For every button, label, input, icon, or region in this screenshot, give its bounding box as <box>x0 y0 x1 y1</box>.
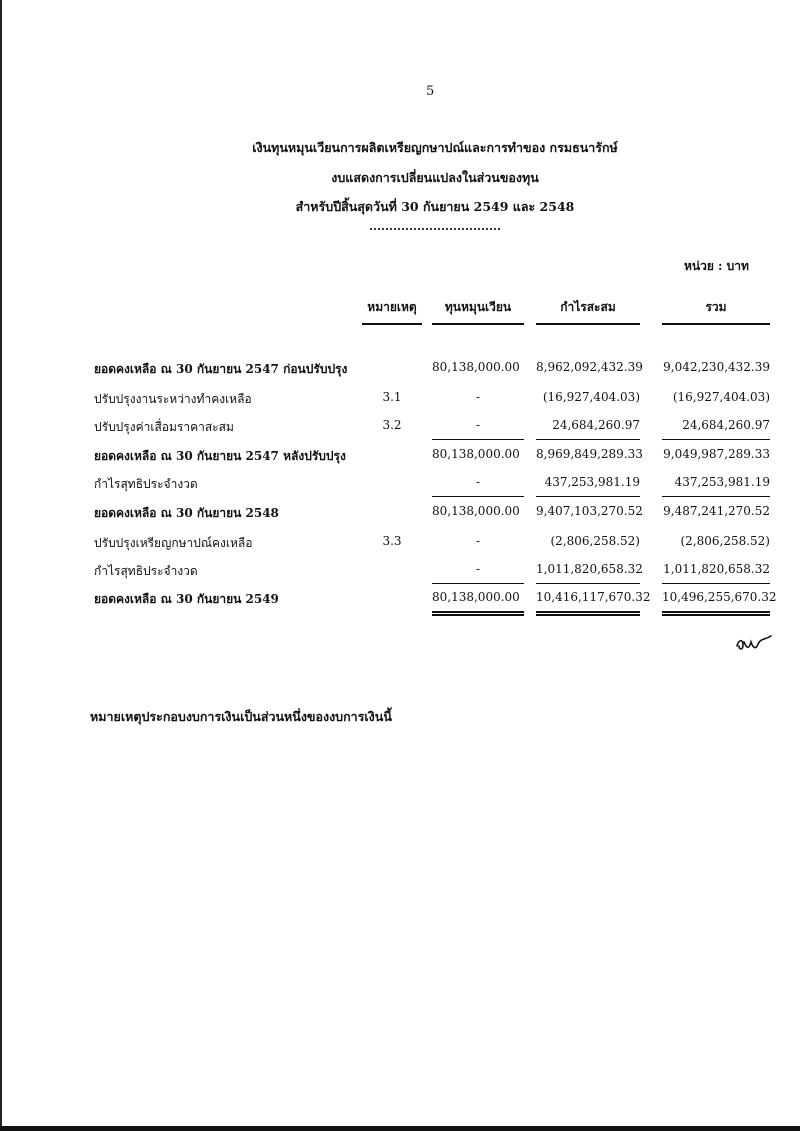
table-row <box>0 418 800 438</box>
row-note: 3.3 <box>382 534 402 548</box>
row-fund-value: - <box>475 562 481 576</box>
row-fund-value: - <box>475 534 481 548</box>
row-profit-value: 437,253,981.19 <box>544 475 640 489</box>
row-label: ยอดคงเหลือ ณ 30 กันยายน 2547 ก่อนปรับปรุง <box>94 362 348 376</box>
row-fund-value: - <box>475 390 481 404</box>
subtotal-line <box>662 439 770 440</box>
page-number: 5 <box>426 84 435 99</box>
column-header-note: หมายเหตุ <box>367 300 417 314</box>
row-profit-value: 9,407,103,270.52 <box>536 504 643 518</box>
row-total-value: 9,042,230,432.39 <box>663 360 770 374</box>
column-header-fund: ทุนหมุนเวียน <box>444 300 512 314</box>
total-double-underline <box>662 611 770 616</box>
row-total-value: 437,253,981.19 <box>674 475 770 489</box>
column-header-underline <box>432 323 524 325</box>
row-total-value: 10,496,255,670.32 <box>662 590 777 604</box>
row-fund-value: 80,138,000.00 <box>432 360 520 374</box>
subtotal-line <box>662 496 770 497</box>
row-label: ยอดคงเหลือ ณ 30 กันยายน 2548 <box>94 506 279 520</box>
row-profit-value: 8,969,849,289.33 <box>536 447 643 461</box>
subtotal-line <box>536 439 640 440</box>
table-row <box>0 390 800 410</box>
row-profit-value: 1,011,820,658.32 <box>536 562 643 576</box>
table-row <box>0 534 800 554</box>
total-double-underline <box>432 611 524 616</box>
row-label: กำไรสุทธิประจำงวด <box>94 477 198 491</box>
report-title-statement: งบแสดงการเปลี่ยนแปลงในส่วนของทุน <box>331 170 539 185</box>
table-row <box>0 562 800 582</box>
row-fund-value: 80,138,000.00 <box>432 590 520 604</box>
subtotal-line <box>536 496 640 497</box>
row-label: กำไรสุทธิประจำงวด <box>94 564 198 578</box>
subtotal-line <box>536 583 640 584</box>
row-profit-value: 24,684,260.97 <box>552 418 640 432</box>
subtotal-line <box>432 496 524 497</box>
report-title-period: สำหรับปีสิ้นสุดวันที่ 30 กันยายน 2549 และ 2548 <box>295 199 575 214</box>
row-total-value: (16,927,404.03) <box>672 390 770 404</box>
row-fund-value: - <box>475 475 481 489</box>
row-note: 3.1 <box>382 390 402 404</box>
row-note: 3.2 <box>382 418 402 432</box>
row-fund-value: - <box>475 418 481 432</box>
row-total-value: 9,487,241,270.52 <box>663 504 770 518</box>
row-profit-value: 8,962,092,432.39 <box>536 360 643 374</box>
total-double-underline <box>536 611 640 616</box>
table-row <box>0 447 800 467</box>
column-header-total: รวม <box>705 300 727 314</box>
title-dotted-separator <box>370 228 500 230</box>
row-fund-value: 80,138,000.00 <box>432 504 520 518</box>
column-header-underline <box>662 323 770 325</box>
row-profit-value: (16,927,404.03) <box>542 390 640 404</box>
subtotal-line <box>432 439 524 440</box>
table-row <box>0 504 800 524</box>
row-label: ปรับปรุงค่าเสื่อมราคาสะสม <box>94 420 234 434</box>
row-fund-value: 80,138,000.00 <box>432 447 520 461</box>
row-profit-value: (2,806,258.52) <box>550 534 640 548</box>
table-row <box>0 360 800 380</box>
row-label: ยอดคงเหลือ ณ 30 กันยายน 2549 <box>94 592 279 606</box>
subtotal-line <box>662 583 770 584</box>
row-total-value: 1,011,820,658.32 <box>663 562 770 576</box>
row-label: ยอดคงเหลือ ณ 30 กันยายน 2547 หลังปรับปรุง <box>94 449 346 463</box>
table-row <box>0 475 800 495</box>
column-header-profit: กำไรสะสม <box>560 300 616 314</box>
row-total-value: 24,684,260.97 <box>682 418 770 432</box>
row-total-value: 9,049,987,289.33 <box>663 447 770 461</box>
row-label: ปรับปรุงเหรียญกษาปณ์คงเหลือ <box>94 536 253 550</box>
column-header-underline <box>536 323 640 325</box>
initials-signature <box>734 632 774 656</box>
row-total-value: (2,806,258.52) <box>680 534 770 548</box>
page-bottom-edge <box>0 1126 800 1131</box>
column-header-underline <box>362 323 422 325</box>
row-profit-value: 10,416,117,670.32 <box>536 590 651 604</box>
subtotal-line <box>432 583 524 584</box>
report-title-entity: เงินทุนหมุนเวียนการผลิตเหรียญกษาปณ์และการทำของ กรมธนารักษ์ <box>252 140 618 155</box>
row-label: ปรับปรุงงานระหว่างทำคงเหลือ <box>94 392 252 406</box>
footnote: หมายเหตุประกอบงบการเงินเป็นส่วนหนึ่งของงบการเงินนี้ <box>90 709 392 724</box>
unit-label: หน่วย : บาท <box>684 259 749 273</box>
table-row <box>0 590 800 610</box>
